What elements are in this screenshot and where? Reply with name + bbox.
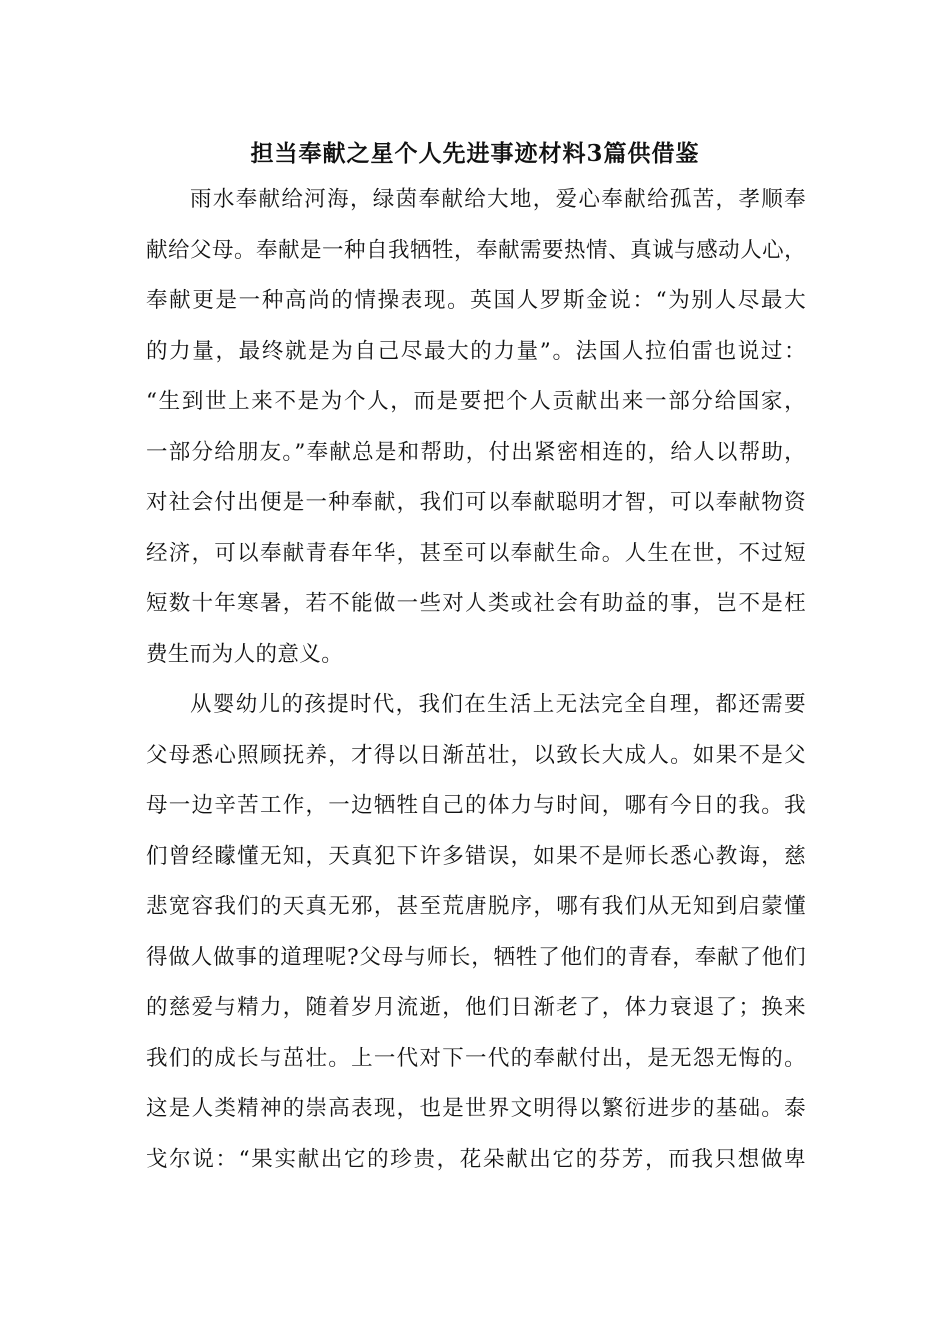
paragraph-2 <box>146 685 806 1190</box>
text-line: 悲宽容我们的天真无邪，甚至荒唐脱序，哪有我们从无知到启蒙懂 <box>146 894 806 919</box>
text-line: 母一边辛苦工作，一边牺牲自己的体力与时间，哪有今日的我。我 <box>146 793 806 818</box>
text-line: 这是人类精神的崇高表现，也是世界文明得以繁衍进步的基础。泰 <box>146 1096 806 1121</box>
document-body <box>146 180 806 1190</box>
text-line: “生到世上来不是为个人，而是要把个人贡献出来一部分给国家， <box>146 389 806 414</box>
text-line: 雨水奉献给河海，绿茵奉献给大地，爱心奉献给孤苦，孝顺奉 <box>190 187 806 212</box>
text-line: 短数十年寒暑，若不能做一些对人类或社会有助益的事，岂不是枉 <box>146 591 806 616</box>
text-line: 父母悉心照顾抚养，才得以日渐茁壮，以致长大成人。如果不是父 <box>146 742 806 768</box>
text-line: 的慈爱与精力，随着岁月流逝，他们日渐老了，体力衰退了；换来 <box>146 995 806 1020</box>
paragraph-1 <box>146 180 806 685</box>
text-line: 戈尔说：“果实献出它的珍贵，花朵献出它的芬芳，而我只想做卑 <box>146 1146 806 1172</box>
text-line: 们曾经矇懂无知，天真犯下许多错误，如果不是师长悉心教诲，慈 <box>146 843 806 869</box>
text-line: 献给父母。奉献是一种自我牺牲，奉献需要热情、真诚与感动人心， <box>146 237 806 263</box>
text-line: 奉献更是一种高尚的情操表现。英国人罗斯金说：“为别人尽最大 <box>146 288 806 313</box>
text-line: 一部分给朋友。”奉献总是和帮助，付出紧密相连的，给人以帮助， <box>146 439 806 465</box>
text-line: 对社会付出便是一种奉献，我们可以奉献聪明才智，可以奉献物资 <box>146 490 806 515</box>
text-line: 的力量，最终就是为自己尽最大的力量”。法国人拉伯雷也说过： <box>146 338 806 364</box>
text-line: 我们的成长与茁壮。上一代对下一代的奉献付出，是无怨无悔的。 <box>146 1045 806 1071</box>
text-line: 得做人做事的道理呢?父母与师长，牺牲了他们的青春，奉献了他们 <box>146 944 806 970</box>
text-line: 费生而为人的意义。 <box>146 641 344 667</box>
document-title: 担当奉献之星个人先进事迹材料3篇供借鉴 <box>250 140 700 167</box>
text-line: 经济，可以奉献青春年华，甚至可以奉献生命。人生在世，不过短 <box>146 540 806 566</box>
text-line: 从婴幼儿的孩提时代，我们在生活上无法完全自理，都还需要 <box>190 692 806 717</box>
